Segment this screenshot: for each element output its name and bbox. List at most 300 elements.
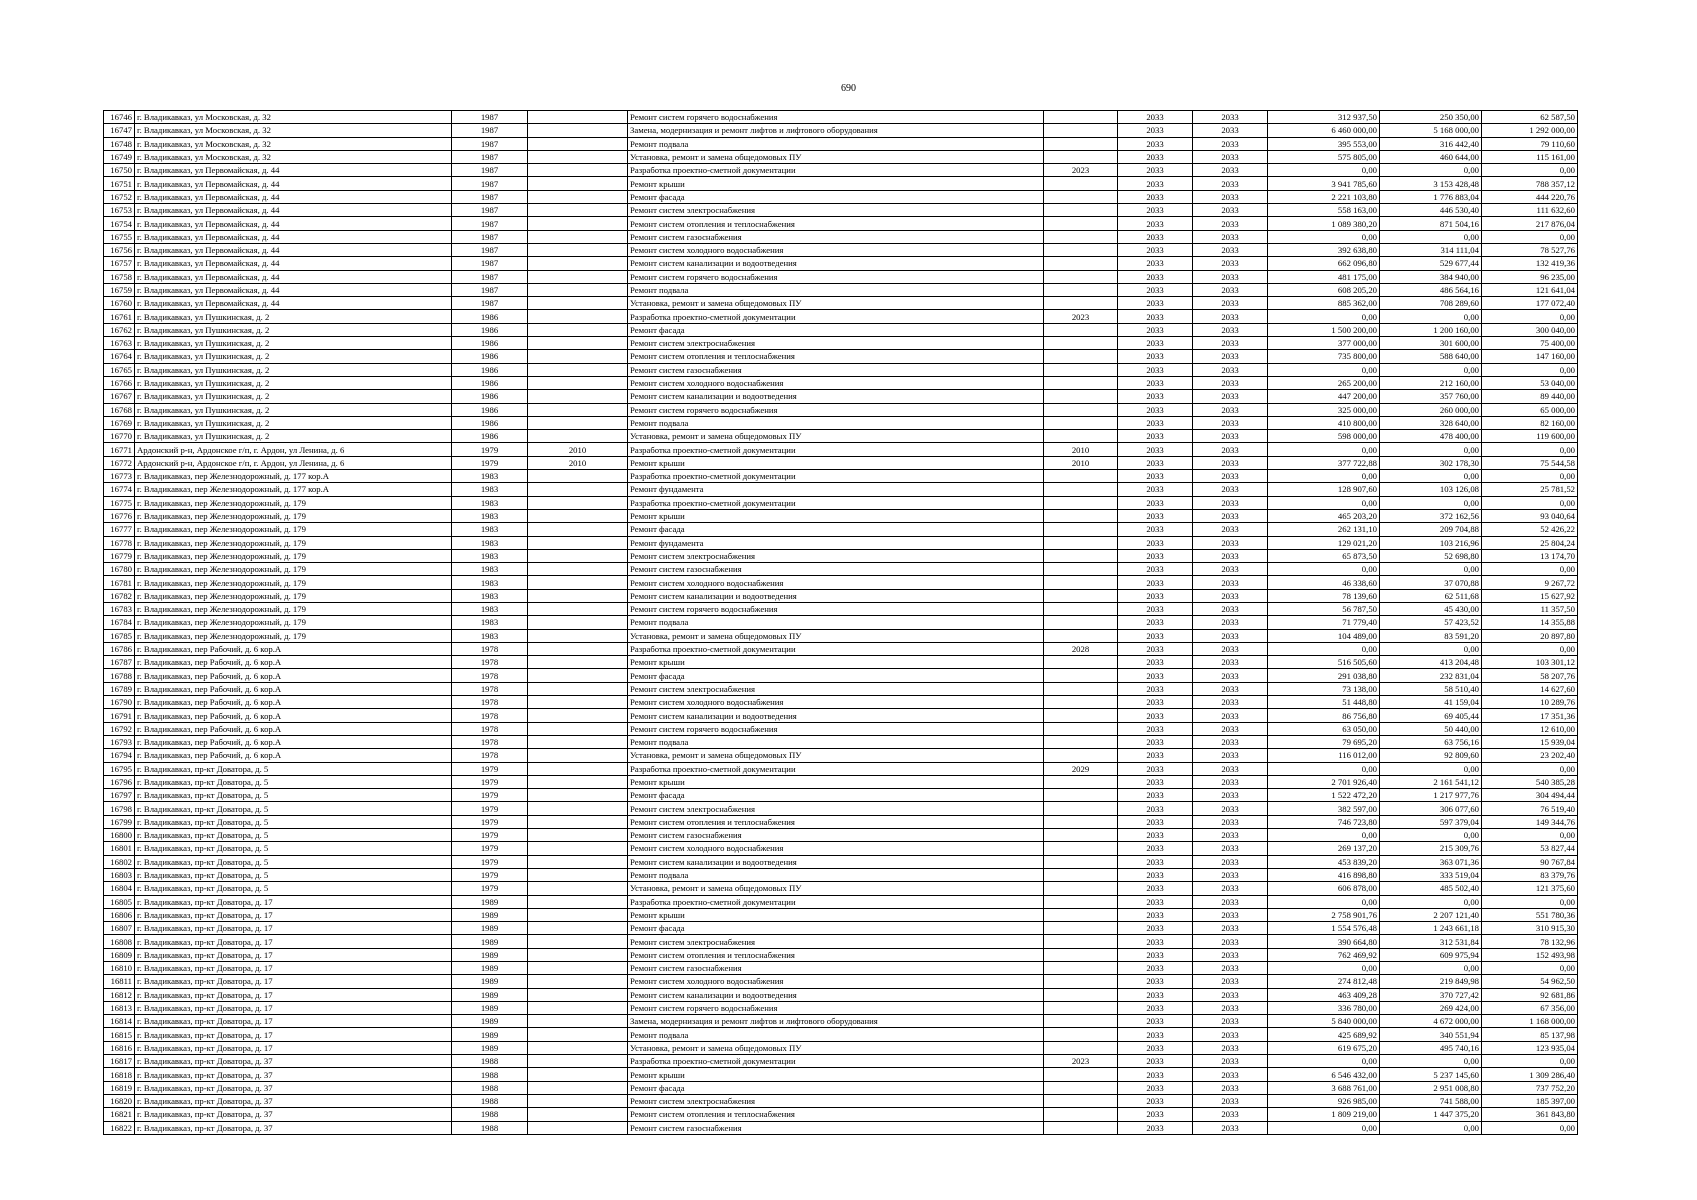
- planned-year-cell: [1044, 656, 1118, 669]
- commission-year-cell: 1978: [452, 642, 528, 655]
- owner-cost-cell: 25 804,24: [1482, 536, 1578, 549]
- planned-year-cell: [1044, 390, 1118, 403]
- start-year-cell: 2033: [1118, 270, 1193, 283]
- table-row: [104, 682, 1578, 695]
- owner-cost-cell: 78 527,76: [1482, 243, 1578, 256]
- planned-year-cell: [1044, 975, 1118, 988]
- commission-year-cell: 1978: [452, 696, 528, 709]
- owner-cost-cell: 82 160,00: [1482, 416, 1578, 429]
- planned-year-cell: [1044, 988, 1118, 1001]
- owner-cost-cell: 152 493,98: [1482, 948, 1578, 961]
- end-year-cell: 2033: [1193, 563, 1268, 576]
- row-number-cell: 16755: [104, 230, 135, 243]
- start-year-cell: 2033: [1118, 1015, 1193, 1028]
- end-year-cell: 2033: [1193, 962, 1268, 975]
- total-cost-cell: 63 050,00: [1268, 722, 1380, 735]
- total-cost-cell: 0,00: [1268, 829, 1380, 842]
- start-year-cell: 2033: [1118, 775, 1193, 788]
- table-row: [104, 243, 1578, 256]
- table-row: [104, 204, 1578, 217]
- planned-year-cell: [1044, 722, 1118, 735]
- planned-year-cell: [1044, 563, 1118, 576]
- work-type-cell: Ремонт систем горячего водоснабжения: [628, 1001, 1044, 1014]
- owner-cost-cell: 147 160,00: [1482, 350, 1578, 363]
- end-year-cell: 2033: [1193, 669, 1268, 682]
- row-number-cell: 16812: [104, 988, 135, 1001]
- last-repair-year-cell: [528, 1081, 628, 1094]
- end-year-cell: 2033: [1193, 988, 1268, 1001]
- fund-cost-cell: 314 111,04: [1380, 243, 1482, 256]
- table-row: [104, 602, 1578, 615]
- table-row: [104, 323, 1578, 336]
- address-cell: г. Владикавказ, ул Первомайская, д. 44: [135, 297, 452, 310]
- owner-cost-cell: 76 519,40: [1482, 802, 1578, 815]
- end-year-cell: 2033: [1193, 855, 1268, 868]
- end-year-cell: 2033: [1193, 682, 1268, 695]
- owner-cost-cell: 0,00: [1482, 310, 1578, 323]
- commission-year-cell: 1983: [452, 549, 528, 562]
- end-year-cell: 2033: [1193, 204, 1268, 217]
- commission-year-cell: 1986: [452, 403, 528, 416]
- last-repair-year-cell: [528, 403, 628, 416]
- address-cell: г. Владикавказ, пер Рабочий, д. 6 кор.А: [135, 682, 452, 695]
- total-cost-cell: 0,00: [1268, 642, 1380, 655]
- fund-cost-cell: 1 200 160,00: [1380, 323, 1482, 336]
- row-number-cell: 16807: [104, 922, 135, 935]
- table-row: [104, 722, 1578, 735]
- address-cell: г. Владикавказ, ул Первомайская, д. 44: [135, 230, 452, 243]
- end-year-cell: 2033: [1193, 616, 1268, 629]
- work-type-cell: Ремонт крыши: [628, 656, 1044, 669]
- owner-cost-cell: 103 301,12: [1482, 656, 1578, 669]
- row-number-cell: 16789: [104, 682, 135, 695]
- row-number-cell: 16760: [104, 297, 135, 310]
- address-cell: Ардонский р-н, Ардонское г/п, г. Ардон, ул Ленина, д. 6: [135, 456, 452, 469]
- start-year-cell: 2033: [1118, 576, 1193, 589]
- work-type-cell: Замена, модернизация и ремонт лифтов и лифтового оборудования: [628, 124, 1044, 137]
- owner-cost-cell: 75 400,00: [1482, 337, 1578, 350]
- total-cost-cell: 746 723,80: [1268, 815, 1380, 828]
- row-number-cell: 16806: [104, 908, 135, 921]
- owner-cost-cell: 788 357,12: [1482, 177, 1578, 190]
- work-type-cell: Установка, ремонт и замена общедомовых ПУ: [628, 749, 1044, 762]
- end-year-cell: 2033: [1193, 416, 1268, 429]
- address-cell: г. Владикавказ, пр-кт Доватора, д. 17: [135, 975, 452, 988]
- work-type-cell: Ремонт систем электроснабжения: [628, 549, 1044, 562]
- fund-cost-cell: 333 519,04: [1380, 868, 1482, 881]
- total-cost-cell: 86 756,80: [1268, 709, 1380, 722]
- owner-cost-cell: 78 132,96: [1482, 935, 1578, 948]
- work-type-cell: Ремонт фасада: [628, 190, 1044, 203]
- table-row: [104, 509, 1578, 522]
- commission-year-cell: 1983: [452, 616, 528, 629]
- owner-cost-cell: 121 641,04: [1482, 283, 1578, 296]
- table-row: [104, 762, 1578, 775]
- work-type-cell: Ремонт подвала: [628, 137, 1044, 150]
- owner-cost-cell: 0,00: [1482, 1121, 1578, 1134]
- planned-year-cell: [1044, 735, 1118, 748]
- row-number-cell: 16764: [104, 350, 135, 363]
- last-repair-year-cell: [528, 709, 628, 722]
- owner-cost-cell: 12 610,00: [1482, 722, 1578, 735]
- commission-year-cell: 1979: [452, 868, 528, 881]
- end-year-cell: 2033: [1193, 323, 1268, 336]
- end-year-cell: 2033: [1193, 1041, 1268, 1054]
- start-year-cell: 2033: [1118, 363, 1193, 376]
- last-repair-year-cell: [528, 669, 628, 682]
- fund-cost-cell: 212 160,00: [1380, 376, 1482, 389]
- row-number-cell: 16810: [104, 962, 135, 975]
- last-repair-year-cell: [528, 882, 628, 895]
- table-row: [104, 190, 1578, 203]
- work-type-cell: Ремонт систем холодного водоснабжения: [628, 975, 1044, 988]
- end-year-cell: 2033: [1193, 230, 1268, 243]
- table-row: [104, 230, 1578, 243]
- last-repair-year-cell: [528, 230, 628, 243]
- commission-year-cell: 1987: [452, 164, 528, 177]
- commission-year-cell: 1983: [452, 483, 528, 496]
- total-cost-cell: 516 505,60: [1268, 656, 1380, 669]
- last-repair-year-cell: [528, 204, 628, 217]
- work-type-cell: Ремонт систем канализации и водоотведения: [628, 589, 1044, 602]
- address-cell: г. Владикавказ, ул Первомайская, д. 44: [135, 270, 452, 283]
- last-repair-year-cell: [528, 509, 628, 522]
- fund-cost-cell: 871 504,16: [1380, 217, 1482, 230]
- total-cost-cell: 2 758 901,76: [1268, 908, 1380, 921]
- fund-cost-cell: 0,00: [1380, 829, 1482, 842]
- last-repair-year-cell: [528, 536, 628, 549]
- fund-cost-cell: 1 217 977,76: [1380, 789, 1482, 802]
- table-row: [104, 137, 1578, 150]
- table-row: [104, 150, 1578, 163]
- work-type-cell: Ремонт подвала: [628, 616, 1044, 629]
- total-cost-cell: 0,00: [1268, 962, 1380, 975]
- owner-cost-cell: 217 876,04: [1482, 217, 1578, 230]
- start-year-cell: 2033: [1118, 895, 1193, 908]
- end-year-cell: 2033: [1193, 1094, 1268, 1107]
- row-number-cell: 16793: [104, 735, 135, 748]
- planned-year-cell: [1044, 1015, 1118, 1028]
- address-cell: г. Владикавказ, ул Первомайская, д. 44: [135, 283, 452, 296]
- commission-year-cell: 1979: [452, 775, 528, 788]
- fund-cost-cell: 250 350,00: [1380, 111, 1482, 124]
- planned-year-cell: [1044, 337, 1118, 350]
- total-cost-cell: 78 139,60: [1268, 589, 1380, 602]
- work-type-cell: Ремонт систем канализации и водоотведения: [628, 855, 1044, 868]
- owner-cost-cell: 9 267,72: [1482, 576, 1578, 589]
- start-year-cell: 2033: [1118, 443, 1193, 456]
- row-number-cell: 16818: [104, 1068, 135, 1081]
- table-row: [104, 656, 1578, 669]
- planned-year-cell: [1044, 549, 1118, 562]
- work-type-cell: Ремонт фасада: [628, 669, 1044, 682]
- row-number-cell: 16777: [104, 523, 135, 536]
- last-repair-year-cell: [528, 496, 628, 509]
- planned-year-cell: [1044, 1068, 1118, 1081]
- last-repair-year-cell: [528, 988, 628, 1001]
- last-repair-year-cell: [528, 642, 628, 655]
- commission-year-cell: 1988: [452, 1108, 528, 1121]
- last-repair-year-cell: [528, 589, 628, 602]
- total-cost-cell: 463 409,28: [1268, 988, 1380, 1001]
- total-cost-cell: 265 200,00: [1268, 376, 1380, 389]
- planned-year-cell: [1044, 416, 1118, 429]
- address-cell: г. Владикавказ, пр-кт Доватора, д. 17: [135, 1015, 452, 1028]
- total-cost-cell: 0,00: [1268, 470, 1380, 483]
- planned-year-cell: [1044, 536, 1118, 549]
- start-year-cell: 2033: [1118, 682, 1193, 695]
- table-row: [104, 563, 1578, 576]
- total-cost-cell: 762 469,92: [1268, 948, 1380, 961]
- row-number-cell: 16822: [104, 1121, 135, 1134]
- planned-year-cell: [1044, 855, 1118, 868]
- address-cell: г. Владикавказ, пер Железнодорожный, д. 179: [135, 629, 452, 642]
- table-row: [104, 589, 1578, 602]
- end-year-cell: 2033: [1193, 815, 1268, 828]
- end-year-cell: 2033: [1193, 150, 1268, 163]
- commission-year-cell: 1989: [452, 1015, 528, 1028]
- fund-cost-cell: 316 442,40: [1380, 137, 1482, 150]
- address-cell: г. Владикавказ, пр-кт Доватора, д. 17: [135, 895, 452, 908]
- commission-year-cell: 1979: [452, 855, 528, 868]
- commission-year-cell: 1989: [452, 988, 528, 1001]
- fund-cost-cell: 92 809,60: [1380, 749, 1482, 762]
- owner-cost-cell: 53 040,00: [1482, 376, 1578, 389]
- owner-cost-cell: 1 309 286,40: [1482, 1068, 1578, 1081]
- planned-year-cell: [1044, 616, 1118, 629]
- end-year-cell: 2033: [1193, 1001, 1268, 1014]
- address-cell: г. Владикавказ, пр-кт Доватора, д. 5: [135, 762, 452, 775]
- commission-year-cell: 1987: [452, 257, 528, 270]
- planned-year-cell: [1044, 895, 1118, 908]
- address-cell: г. Владикавказ, пр-кт Доватора, д. 17: [135, 1028, 452, 1041]
- work-type-cell: Ремонт систем электроснабжения: [628, 802, 1044, 815]
- start-year-cell: 2033: [1118, 470, 1193, 483]
- address-cell: г. Владикавказ, пр-кт Доватора, д. 37: [135, 1068, 452, 1081]
- start-year-cell: 2033: [1118, 735, 1193, 748]
- owner-cost-cell: 54 962,50: [1482, 975, 1578, 988]
- end-year-cell: 2033: [1193, 470, 1268, 483]
- total-cost-cell: 0,00: [1268, 895, 1380, 908]
- work-type-cell: Ремонт систем газоснабжения: [628, 962, 1044, 975]
- planned-year-cell: [1044, 576, 1118, 589]
- end-year-cell: 2033: [1193, 762, 1268, 775]
- table-row: [104, 962, 1578, 975]
- address-cell: г. Владикавказ, пер Железнодорожный, д. 179: [135, 616, 452, 629]
- total-cost-cell: 453 839,20: [1268, 855, 1380, 868]
- work-type-cell: Ремонт систем холодного водоснабжения: [628, 243, 1044, 256]
- row-number-cell: 16757: [104, 257, 135, 270]
- end-year-cell: 2033: [1193, 975, 1268, 988]
- last-repair-year-cell: [528, 1108, 628, 1121]
- work-type-cell: Ремонт систем электроснабжения: [628, 935, 1044, 948]
- owner-cost-cell: 540 385,28: [1482, 775, 1578, 788]
- row-number-cell: 16813: [104, 1001, 135, 1014]
- fund-cost-cell: 69 405,44: [1380, 709, 1482, 722]
- commission-year-cell: 1989: [452, 1041, 528, 1054]
- table-row: [104, 350, 1578, 363]
- total-cost-cell: 6 460 000,00: [1268, 124, 1380, 137]
- last-repair-year-cell: [528, 164, 628, 177]
- address-cell: г. Владикавказ, пр-кт Доватора, д. 37: [135, 1081, 452, 1094]
- start-year-cell: 2033: [1118, 124, 1193, 137]
- owner-cost-cell: 177 072,40: [1482, 297, 1578, 310]
- owner-cost-cell: 89 440,00: [1482, 390, 1578, 403]
- work-type-cell: Ремонт систем газоснабжения: [628, 1121, 1044, 1134]
- total-cost-cell: 395 553,00: [1268, 137, 1380, 150]
- start-year-cell: 2033: [1118, 1028, 1193, 1041]
- planned-year-cell: [1044, 962, 1118, 975]
- address-cell: г. Владикавказ, ул Пушкинская, д. 2: [135, 390, 452, 403]
- row-number-cell: 16820: [104, 1094, 135, 1107]
- total-cost-cell: 262 131,10: [1268, 523, 1380, 536]
- row-number-cell: 16769: [104, 416, 135, 429]
- fund-cost-cell: 4 672 000,00: [1380, 1015, 1482, 1028]
- table-row: [104, 430, 1578, 443]
- fund-cost-cell: 340 551,94: [1380, 1028, 1482, 1041]
- fund-cost-cell: 588 640,00: [1380, 350, 1482, 363]
- last-repair-year-cell: [528, 815, 628, 828]
- owner-cost-cell: 0,00: [1482, 829, 1578, 842]
- total-cost-cell: 598 000,00: [1268, 430, 1380, 443]
- table-row: [104, 523, 1578, 536]
- start-year-cell: 2033: [1118, 616, 1193, 629]
- table-row: [104, 882, 1578, 895]
- last-repair-year-cell: [528, 297, 628, 310]
- owner-cost-cell: 132 419,36: [1482, 257, 1578, 270]
- commission-year-cell: 1987: [452, 177, 528, 190]
- address-cell: г. Владикавказ, пр-кт Доватора, д. 5: [135, 829, 452, 842]
- total-cost-cell: 377 722,88: [1268, 456, 1380, 469]
- last-repair-year-cell: [528, 190, 628, 203]
- table-row: [104, 270, 1578, 283]
- last-repair-year-cell: [528, 1068, 628, 1081]
- owner-cost-cell: 304 494,44: [1482, 789, 1578, 802]
- total-cost-cell: 1 809 219,00: [1268, 1108, 1380, 1121]
- end-year-cell: 2033: [1193, 576, 1268, 589]
- start-year-cell: 2033: [1118, 975, 1193, 988]
- row-number-cell: 16753: [104, 204, 135, 217]
- start-year-cell: 2033: [1118, 1094, 1193, 1107]
- last-repair-year-cell: [528, 602, 628, 615]
- total-cost-cell: 885 362,00: [1268, 297, 1380, 310]
- fund-cost-cell: 363 071,36: [1380, 855, 1482, 868]
- fund-cost-cell: 0,00: [1380, 443, 1482, 456]
- planned-year-cell: [1044, 376, 1118, 389]
- total-cost-cell: 56 787,50: [1268, 602, 1380, 615]
- table-row: [104, 403, 1578, 416]
- total-cost-cell: 269 137,20: [1268, 842, 1380, 855]
- fund-cost-cell: 0,00: [1380, 1121, 1482, 1134]
- owner-cost-cell: 93 040,64: [1482, 509, 1578, 522]
- start-year-cell: 2033: [1118, 868, 1193, 881]
- commission-year-cell: 1987: [452, 204, 528, 217]
- total-cost-cell: 129 021,20: [1268, 536, 1380, 549]
- last-repair-year-cell: [528, 257, 628, 270]
- row-number-cell: 16798: [104, 802, 135, 815]
- address-cell: г. Владикавказ, пр-кт Доватора, д. 17: [135, 1041, 452, 1054]
- start-year-cell: 2033: [1118, 1001, 1193, 1014]
- fund-cost-cell: 103 216,96: [1380, 536, 1482, 549]
- commission-year-cell: 1979: [452, 802, 528, 815]
- fund-cost-cell: 62 511,68: [1380, 589, 1482, 602]
- fund-cost-cell: 312 531,84: [1380, 935, 1482, 948]
- row-number-cell: 16785: [104, 629, 135, 642]
- commission-year-cell: 1986: [452, 416, 528, 429]
- start-year-cell: 2033: [1118, 1081, 1193, 1094]
- row-number-cell: 16788: [104, 669, 135, 682]
- row-number-cell: 16766: [104, 376, 135, 389]
- fund-cost-cell: 63 756,16: [1380, 735, 1482, 748]
- address-cell: г. Владикавказ, пер Рабочий, д. 6 кор.А: [135, 656, 452, 669]
- last-repair-year-cell: [528, 576, 628, 589]
- work-type-cell: Разработка проектно-сметной документации: [628, 310, 1044, 323]
- planned-year-cell: [1044, 204, 1118, 217]
- start-year-cell: 2033: [1118, 602, 1193, 615]
- owner-cost-cell: 96 235,00: [1482, 270, 1578, 283]
- fund-cost-cell: 0,00: [1380, 310, 1482, 323]
- work-type-cell: Ремонт крыши: [628, 456, 1044, 469]
- end-year-cell: 2033: [1193, 350, 1268, 363]
- table-row: [104, 735, 1578, 748]
- table-row: [104, 283, 1578, 296]
- row-number-cell: 16749: [104, 150, 135, 163]
- work-type-cell: Ремонт подвала: [628, 1028, 1044, 1041]
- row-number-cell: 16761: [104, 310, 135, 323]
- total-cost-cell: 1 554 576,48: [1268, 922, 1380, 935]
- owner-cost-cell: 14 627,60: [1482, 682, 1578, 695]
- end-year-cell: 2033: [1193, 549, 1268, 562]
- planned-year-cell: [1044, 629, 1118, 642]
- total-cost-cell: 0,00: [1268, 164, 1380, 177]
- work-type-cell: Ремонт систем отопления и теплоснабжения: [628, 815, 1044, 828]
- total-cost-cell: 0,00: [1268, 1055, 1380, 1068]
- owner-cost-cell: 1 292 000,00: [1482, 124, 1578, 137]
- commission-year-cell: 1983: [452, 563, 528, 576]
- table-row: [104, 549, 1578, 562]
- table-row: [104, 576, 1578, 589]
- start-year-cell: 2033: [1118, 430, 1193, 443]
- fund-cost-cell: 5 237 145,60: [1380, 1068, 1482, 1081]
- start-year-cell: 2033: [1118, 749, 1193, 762]
- planned-year-cell: [1044, 908, 1118, 921]
- work-type-cell: Установка, ремонт и замена общедомовых ПУ: [628, 150, 1044, 163]
- start-year-cell: 2033: [1118, 815, 1193, 828]
- owner-cost-cell: 149 344,76: [1482, 815, 1578, 828]
- row-number-cell: 16808: [104, 935, 135, 948]
- start-year-cell: 2033: [1118, 1108, 1193, 1121]
- fund-cost-cell: 219 849,98: [1380, 975, 1482, 988]
- owner-cost-cell: 75 544,58: [1482, 456, 1578, 469]
- last-repair-year-cell: [528, 735, 628, 748]
- commission-year-cell: 1979: [452, 815, 528, 828]
- last-repair-year-cell: [528, 1001, 628, 1014]
- planned-year-cell: [1044, 682, 1118, 695]
- end-year-cell: 2033: [1193, 1121, 1268, 1134]
- start-year-cell: 2033: [1118, 257, 1193, 270]
- owner-cost-cell: 62 587,50: [1482, 111, 1578, 124]
- row-number-cell: 16780: [104, 563, 135, 576]
- address-cell: г. Владикавказ, пр-кт Доватора, д. 37: [135, 1108, 452, 1121]
- total-cost-cell: 0,00: [1268, 230, 1380, 243]
- table-row: [104, 895, 1578, 908]
- commission-year-cell: 1986: [452, 363, 528, 376]
- last-repair-year-cell: [528, 137, 628, 150]
- start-year-cell: 2033: [1118, 696, 1193, 709]
- end-year-cell: 2033: [1193, 243, 1268, 256]
- end-year-cell: 2033: [1193, 802, 1268, 815]
- table-row: [104, 829, 1578, 842]
